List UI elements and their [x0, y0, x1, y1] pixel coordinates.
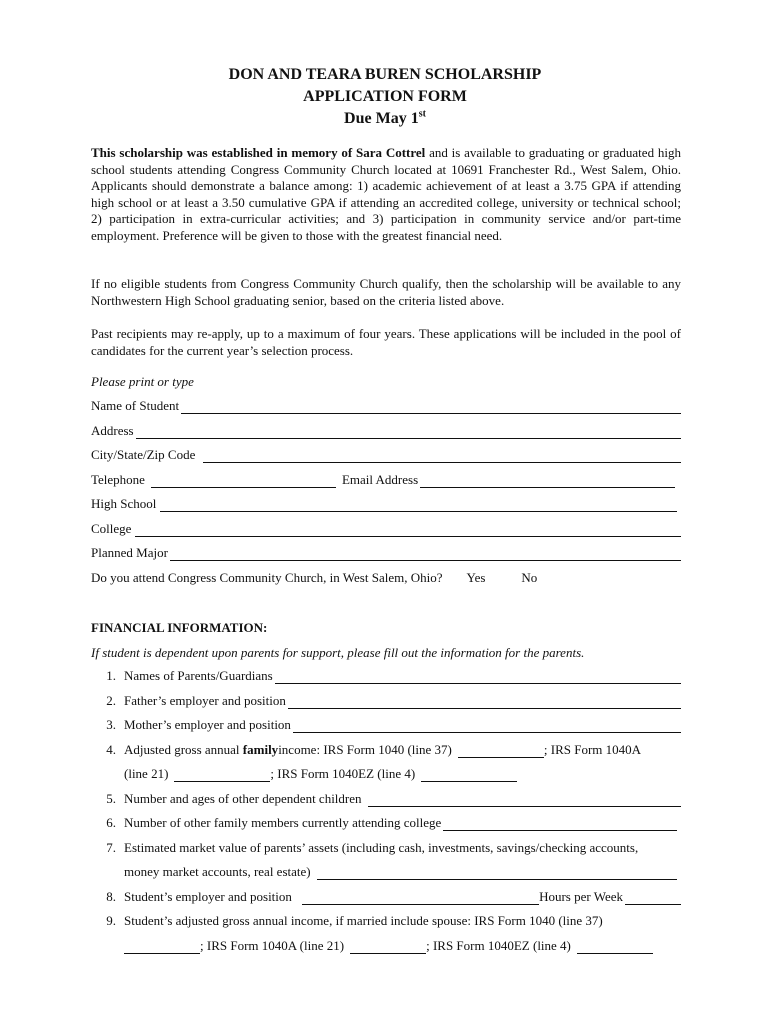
- city-field[interactable]: [203, 450, 681, 463]
- title-line-2: APPLICATION FORM: [303, 88, 467, 105]
- financial-item-9: [91, 913, 681, 929]
- telephone-field[interactable]: [151, 475, 336, 488]
- dependents-field[interactable]: [368, 794, 681, 807]
- hours-label: Hours per Week: [539, 889, 623, 904]
- item-number: 9.: [106, 913, 116, 928]
- assets-field[interactable]: [317, 867, 677, 880]
- family-income-label-b: income: IRS Form 1040 (line 37): [278, 742, 452, 757]
- financial-heading: FINANCIAL INFORMATION:: [91, 620, 268, 635]
- financial-item-1: [91, 668, 681, 684]
- financial-item-2: [91, 693, 681, 709]
- address-label: Address: [91, 423, 134, 438]
- item-number: 5.: [106, 791, 116, 806]
- college-field[interactable]: [135, 524, 681, 537]
- student-income-label: Student’s adjusted gross annual income, if married include spouse: IRS Form 1040 (line 37): [124, 913, 603, 928]
- student-1040ez-label: ; IRS Form 1040EZ (line 4): [426, 938, 571, 953]
- address-row: [91, 423, 681, 439]
- parents-field[interactable]: [275, 671, 681, 684]
- address-field[interactable]: [136, 426, 681, 439]
- item-number: 4.: [106, 742, 116, 757]
- mother-employer-label: Mother’s employer and position: [124, 717, 291, 732]
- high-school-field[interactable]: [160, 499, 677, 512]
- assets-label: Estimated market value of parents’ assets (including cash, investments, savings/checking accounts,: [124, 840, 639, 855]
- eligibility-paragraph: If no eligible students from Congress Community Church qualify, then the scholarship will be available to any Northwestern High School graduating senior, based on the criteria listed above.: [91, 276, 681, 308]
- telephone-label: Telephone: [91, 472, 145, 487]
- intro-text: and is available to graduating or graduated high school students attending Congress Community Church located at 10691 Franchester Rd., West Salem, Ohio. Applicants should demonstrate a balance among: 1) academic achievement of at least a 3.75 GPA if attending high school or at least a 3.50 cumulative GPA if attending an accredited college, university or technical school; 2) participation in extra-curricular activities; and 3) participation in community service and/or part-time employment. Preference will be given to those with the greatest financial need.: [91, 145, 681, 243]
- financial-item-8: [91, 889, 681, 905]
- student-1040a-label: ; IRS Form 1040A (line 21): [200, 938, 345, 953]
- form1040-field[interactable]: [458, 745, 544, 758]
- student-1040ez-field[interactable]: [577, 941, 653, 954]
- family-college-field[interactable]: [443, 818, 677, 831]
- financial-note: If student is dependent upon parents for support, please fill out the information for the parents.: [91, 645, 585, 660]
- yes-option[interactable]: Yes: [466, 570, 486, 585]
- family-income-label-a: Adjusted gross annual: [124, 742, 243, 757]
- title-line-1: DON AND TEARA BUREN SCHOLARSHIP: [228, 66, 542, 83]
- no-option[interactable]: No: [521, 570, 538, 585]
- form1040a-label: ; IRS Form 1040A: [543, 742, 642, 757]
- reapply-paragraph: Past recipients may re-apply, up to a maximum of four years. These applications will be included in the pool of candidates for the current year’s selection process.: [91, 326, 681, 358]
- family-income-emphasis: family: [242, 742, 279, 757]
- family-college-label: Number of other family members currently attending college: [124, 815, 442, 830]
- intro-bold-lead: This scholarship was established in memory of Sara Cottrel: [91, 145, 426, 160]
- major-field[interactable]: [170, 548, 681, 561]
- item-number: 2.: [106, 693, 116, 708]
- financial-item-3: [91, 717, 681, 733]
- student-name-row: [91, 398, 681, 414]
- church-question-row: [91, 570, 681, 586]
- dependents-label: Number and ages of other dependent children: [124, 791, 362, 806]
- city-label: City/State/Zip Code: [91, 447, 196, 462]
- item-number: 6.: [106, 815, 116, 830]
- form1040ez-field[interactable]: [421, 769, 517, 782]
- assets-label-cont: money market accounts, real estate): [124, 864, 311, 879]
- financial-item-6: [91, 815, 681, 831]
- student-employer-field[interactable]: [302, 892, 539, 905]
- parents-label: Names of Parents/Guardians: [124, 668, 273, 683]
- item-number: 8.: [106, 889, 116, 904]
- major-label: Planned Major: [91, 545, 168, 560]
- financial-item-7-cont: [124, 864, 681, 880]
- financial-item-9-cont: [124, 938, 681, 954]
- college-label: College: [91, 521, 132, 536]
- contact-row: [91, 472, 681, 488]
- item-number: 1.: [106, 668, 116, 683]
- college-row: [91, 521, 681, 537]
- mother-employer-field[interactable]: [293, 720, 681, 733]
- intro-paragraph: [91, 145, 681, 245]
- item-number: 3.: [106, 717, 116, 732]
- print-note: Please print or type: [91, 374, 194, 389]
- email-label: Email Address: [341, 472, 419, 487]
- father-employer-field[interactable]: [288, 696, 681, 709]
- form1040ez-label: ; IRS Form 1040EZ (line 4): [270, 766, 416, 781]
- student-1040a-field[interactable]: [350, 941, 426, 954]
- item-number: 7.: [106, 840, 116, 855]
- financial-item-7: [91, 840, 681, 856]
- financial-item-4-cont: [124, 766, 681, 782]
- due-date: [0, 108, 770, 130]
- hours-field[interactable]: [625, 892, 681, 905]
- father-employer-label: Father’s employer and position: [124, 693, 286, 708]
- financial-item-5: [91, 791, 681, 807]
- line21-label: (line 21): [124, 766, 169, 781]
- form-title: [0, 64, 770, 130]
- student-name-label: Name of Student: [91, 398, 180, 413]
- high-school-row: [91, 496, 681, 512]
- due-date-suffix: st: [418, 108, 426, 120]
- student-name-field[interactable]: [181, 401, 681, 414]
- church-question: Do you attend Congress Community Church, in West Salem, Ohio?: [91, 570, 443, 585]
- major-row: [91, 545, 681, 561]
- due-date-text: Due May 1: [344, 110, 419, 127]
- form1040a-field[interactable]: [174, 769, 270, 782]
- email-field[interactable]: [420, 475, 675, 488]
- financial-item-4: [91, 742, 681, 758]
- student-1040-field[interactable]: [124, 941, 200, 954]
- high-school-label: High School: [91, 496, 157, 511]
- city-row: [91, 447, 681, 463]
- student-employer-label: Student’s employer and position: [124, 889, 292, 904]
